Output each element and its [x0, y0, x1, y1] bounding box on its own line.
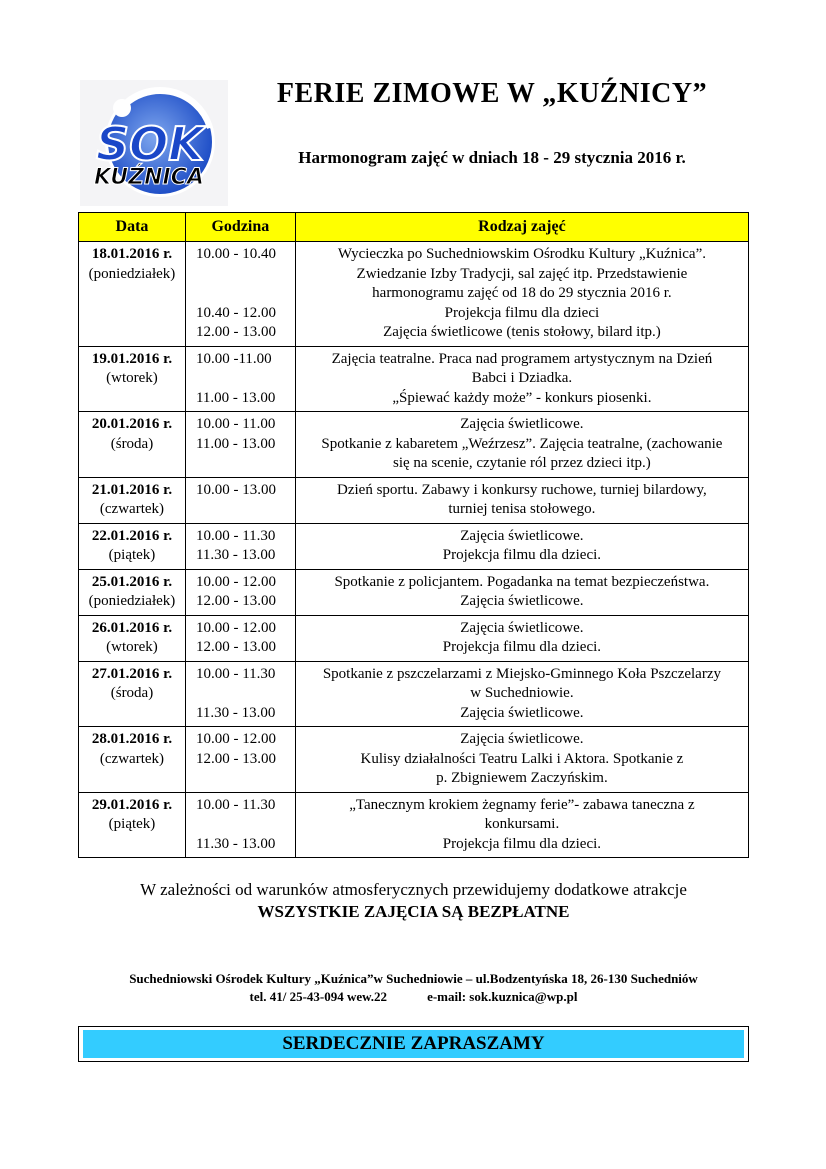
row-weekday: (czwartek): [99, 750, 165, 767]
row-date: 18.01.2016 r.: [91, 246, 173, 262]
row-date: 26.01.2016 r.: [91, 619, 173, 636]
table-row: [79, 523, 749, 569]
footer-phone: tel. 41/ 25-43-094 wew.22: [249, 989, 388, 1004]
row-activity-line: harmonogramu zajęć od 18 do 29 stycznia 2016 r.: [372, 285, 672, 301]
row-activity-line: Spotkanie z kabaretem „Weźrzesz”. Zajęcia teatralne, (zachowanie: [321, 435, 723, 452]
row-activity-line: Zajęcia świetlicowe.: [460, 619, 584, 636]
row-time: 12.00 - 13.00: [195, 639, 276, 655]
row-time: 10.00 - 11.30: [195, 796, 276, 813]
logo-sok-text: SOK: [96, 117, 204, 171]
table-header-row: [79, 213, 749, 242]
table-row: [79, 412, 749, 478]
row-date: 22.01.2016 r.: [91, 527, 173, 544]
row-time: 11.30 - 13.00: [195, 704, 276, 721]
row-date: 19.01.2016 r.: [91, 350, 173, 367]
row-time: 11.00 - 13.00: [195, 389, 276, 406]
row-activity-line: Zwiedzanie Izby Tradycji, sal zajęć itp. Przedstawienie: [356, 265, 688, 282]
weather-note: W zależności od warunków atmosferycznych przewidujemy dodatkowe atrakcje: [140, 880, 687, 899]
row-activity-line: Zajęcia świetlicowe.: [460, 527, 584, 544]
row-activity-line: Zajęcia świetlicowe.: [460, 593, 584, 609]
row-activity-line: Spotkanie z policjantem. Pogadanka na temat bezpieczeństwa.: [334, 573, 710, 590]
row-activity-line: „Śpiewać każdy może” - konkurs piosenki.: [392, 389, 652, 406]
row-weekday: (wtorek): [106, 370, 158, 386]
row-activity-line: Projekcja filmu dla dzieci.: [442, 639, 602, 655]
row-date: 27.01.2016 r.: [91, 665, 173, 682]
sok-kuznica-logo: [80, 80, 228, 206]
invitation-banner-frame: [78, 1026, 749, 1062]
free-activities-note: WSZYSTKIE ZAJĘCIA SĄ BEZPŁATNE: [257, 902, 570, 921]
row-date: 21.01.2016 r.: [91, 481, 173, 498]
row-activity-line: Projekcja filmu dla dzieci: [444, 304, 600, 321]
column-header-time: Godzina: [185, 213, 295, 242]
footer-address: Suchedniowski Ośrodek Kultury „Kuźnica”w Suchedniowie – ul.Bodzentyńska 18, 26-130 Suchedniów: [129, 971, 698, 986]
contact-footer: [78, 970, 749, 1006]
row-activity-line: Zajęcia świetlicowe (tenis stołowy, bilard itp.): [383, 324, 661, 340]
row-weekday: (piątek): [108, 816, 156, 832]
row-time: 12.00 - 13.00: [195, 750, 276, 767]
schedule-table: [78, 212, 749, 858]
column-header-date: Data: [79, 213, 186, 242]
row-activity-line: się na scenie, czytanie ról przez dzieci itp.): [393, 455, 651, 471]
row-activity-line: turniej tenisa stołowego.: [448, 501, 596, 517]
row-weekday: (czwartek): [99, 501, 165, 517]
row-weekday: (piątek): [108, 547, 156, 563]
page-subtitle: Harmonogram zajęć w dniach 18 - 29 stycznia 2016 r.: [298, 148, 686, 167]
row-time: 10.00 - 12.00: [195, 731, 276, 747]
row-activity-line: „Tanecznym krokiem żegnamy ferie”- zabawa taneczna z: [349, 796, 695, 813]
row-weekday: (środa): [110, 685, 154, 701]
row-weekday: (wtorek): [106, 639, 158, 655]
footer-email: e-mail: sok.kuznica@wp.pl: [427, 989, 578, 1004]
row-time: 11.00 - 13.00: [195, 435, 276, 452]
row-activity-line: w Suchedniowie.: [470, 685, 574, 701]
table-row: [79, 346, 749, 412]
table-row: [79, 615, 749, 661]
row-activity-line: Babci i Dziadka.: [471, 370, 573, 386]
table-row: [79, 727, 749, 793]
row-time: 10.00 - 13.00: [195, 481, 276, 498]
row-activity-line: Spotkanie z pszczelarzami z Miejsko-Gminnego Koła Pszczelarzy: [322, 665, 721, 682]
notes-block: [78, 879, 749, 923]
row-date: 28.01.2016 r.: [91, 731, 173, 747]
row-activity-line: Zajęcia teatralne. Praca nad programem artystycznym na Dzień: [331, 350, 713, 367]
row-date: 29.01.2016 r.: [91, 796, 173, 813]
table-row: [79, 242, 749, 347]
row-time: 10.00 - 11.30: [195, 527, 276, 544]
row-activity-line: konkursami.: [484, 816, 560, 832]
row-time: 10.00 - 10.40: [195, 246, 276, 262]
row-activity-line: Zajęcia świetlicowe.: [460, 416, 584, 432]
table-row: [79, 661, 749, 727]
table-row: [79, 477, 749, 523]
row-time: 10.00 - 12.00: [195, 573, 276, 590]
row-activity-line: Wycieczka po Suchedniowskim Ośrodku Kultury „Kuźnica”.: [337, 246, 706, 262]
row-time: 10.00 -11.00: [195, 350, 272, 367]
row-time: 10.00 - 11.30: [195, 665, 276, 682]
logo-kuznica-text: KUŹNICA: [94, 165, 204, 190]
row-time: 12.00 - 13.00: [195, 324, 276, 340]
invitation-banner: SERDECZNIE ZAPRASZAMY: [83, 1030, 744, 1058]
row-time: 10.40 - 12.00: [195, 304, 276, 321]
row-activity-line: Kulisy działalności Teatru Lalki i Aktora. Spotkanie z: [360, 750, 684, 767]
page-title: FERIE ZIMOWE W „KUŹNICY”: [276, 78, 708, 109]
row-time: 10.00 - 11.00: [195, 416, 276, 432]
row-activity-line: p. Zbigniewem Zaczyńskim.: [436, 770, 608, 786]
row-weekday: (środa): [110, 435, 154, 452]
row-time: 11.30 - 13.00: [195, 547, 276, 563]
row-weekday: (poniedziałek): [88, 265, 176, 282]
row-activity-line: Projekcja filmu dla dzieci.: [442, 835, 602, 852]
table-row: [79, 569, 749, 615]
row-weekday: (poniedziałek): [88, 593, 176, 609]
row-time: 11.30 - 13.00: [195, 835, 276, 852]
row-time: 12.00 - 13.00: [195, 593, 276, 609]
row-activity-line: Zajęcia świetlicowe.: [460, 704, 584, 721]
row-date: 25.01.2016 r.: [91, 573, 173, 590]
row-date: 20.01.2016 r.: [91, 416, 173, 432]
row-activity-line: Dzień sportu. Zabawy i konkursy ruchowe, turniej bilardowy,: [337, 481, 707, 498]
column-header-activity: Rodzaj zajęć: [295, 213, 748, 242]
row-activity-line: Zajęcia świetlicowe.: [460, 731, 584, 747]
row-time: 10.00 - 12.00: [195, 619, 276, 636]
table-row: [79, 792, 749, 858]
row-activity-line: Projekcja filmu dla dzieci.: [442, 547, 602, 563]
